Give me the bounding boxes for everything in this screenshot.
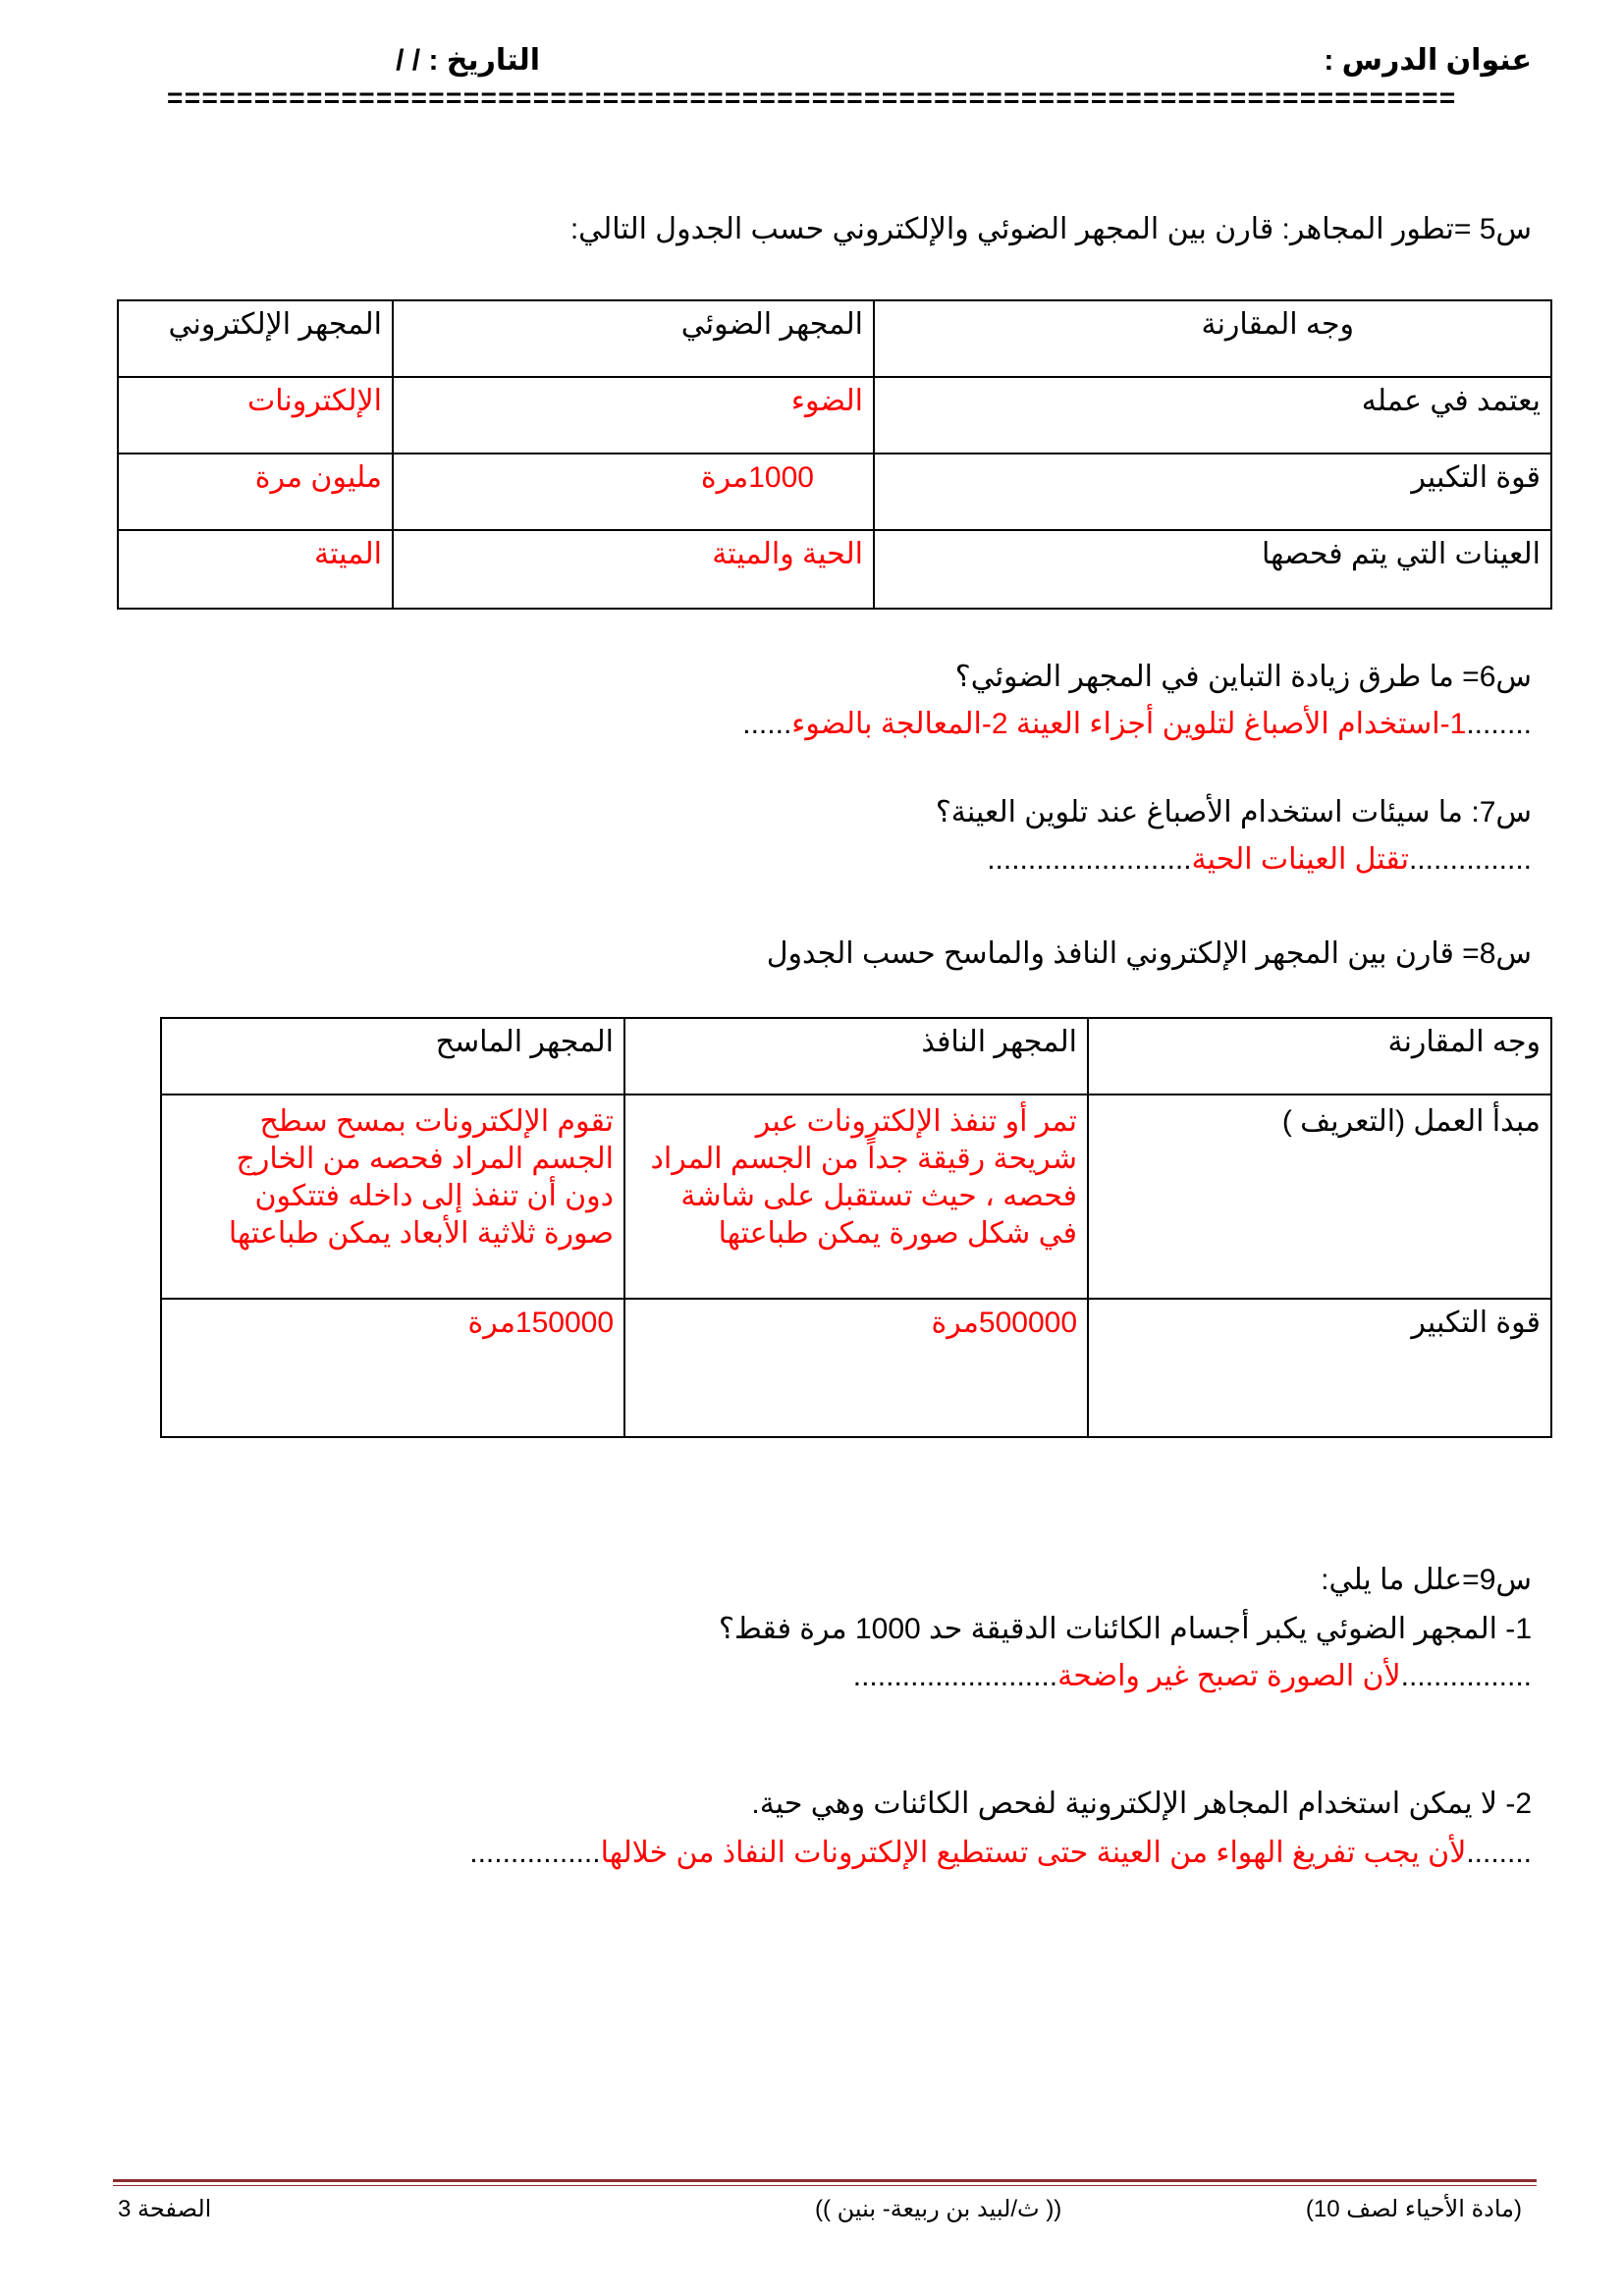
table-header-cell: المجهر الضوئي [393, 300, 874, 377]
tem-vs-sem-table [160, 1017, 1552, 1438]
answer-9-1-text: لأن الصورة تصبح غير واضحة [1057, 1660, 1401, 1692]
dots: ........ [1466, 1837, 1532, 1869]
question-5: س5 =تطور المجاهر: قارن بين المجهر الضوئي والإلكتروني حسب الجدول التالي: [569, 213, 1532, 245]
dots: ................ [469, 1837, 601, 1869]
dots: ......................... [987, 843, 1192, 876]
dots: ......................... [852, 1660, 1058, 1692]
table-cell: الميتة [118, 530, 393, 609]
answer-6-text: 1-استخدام الأصباغ لتلوين أجزاء العينة 2-المعالجة بالضوء [791, 708, 1467, 740]
cell-line: فحصه ، حيث تستقبل على شاشة [680, 1180, 1077, 1212]
table-cell: 1000مرة [393, 454, 874, 530]
table-cell: مليون مرة [118, 454, 393, 530]
table-row [161, 1095, 1551, 1299]
table-cell: العينات التي يتم فحصها [874, 530, 1551, 609]
table-cell: 150000مرة [161, 1299, 624, 1437]
question-9-item-2: 2- لا يمكن استخدام المجاهر الإلكترونية لفحص الكائنات وهي حية. [751, 1788, 1532, 1820]
footer-divider [113, 2185, 1537, 2186]
table-cell-tem [624, 1095, 1088, 1299]
question-9: س9=علل ما يلي: [1321, 1564, 1532, 1596]
dots: ............... [1408, 843, 1532, 876]
table-header-row [161, 1018, 1551, 1095]
table-row [118, 377, 1551, 454]
table-row [118, 454, 1551, 530]
table-header-row [118, 300, 1551, 377]
dots: ...... [742, 708, 792, 740]
cell-line: شريحة رقيقة جداً من الجسم المراد [650, 1143, 1077, 1175]
footer-school: (( ث/لبيد بن ربيعة- بنين )) [815, 2196, 1062, 2222]
table-cell: 500000مرة [624, 1299, 1088, 1437]
answer-7-text: تقتل العينات الحية [1191, 843, 1409, 876]
table-cell: الضوء [393, 377, 874, 454]
table-cell: مبدأ العمل (التعريف ) [1088, 1095, 1551, 1299]
footer-divider [113, 2179, 1537, 2182]
lesson-title: عنوان الدرس : [1324, 44, 1532, 77]
cell-line: تقوم الإلكترونات بمسح سطح [259, 1105, 614, 1138]
table-cell: قوة التكبير [1088, 1299, 1551, 1437]
footer-subject: (مادة الأحياء لصف 10) [1305, 2196, 1522, 2222]
table-header-cell: وجه المقارنة [1088, 1018, 1551, 1095]
table-header-cell: وجه المقارنة [874, 300, 1551, 377]
question-6: س6= ما طرق زيادة التباين في المجهر الضوئي؟ [954, 661, 1532, 693]
separator-line: ========================================================================== [167, 82, 1457, 113]
question-9-item-1: 1- المجهر الضوئي يكبر أجسام الكائنات الدقيقة حد 1000 مرة فقط؟ [719, 1613, 1532, 1645]
dots: ........ [1466, 708, 1532, 740]
optical-vs-electron-table [117, 299, 1552, 610]
dots: ................ [1400, 1660, 1532, 1692]
cell-line: دون أن تنفذ إلى داخله فتتكون [254, 1180, 614, 1212]
footer-page-number: الصفحة 3 [118, 2196, 212, 2222]
answer-6 [742, 707, 1532, 741]
cell-line: تمر أو تنفذ الإلكترونات عبر [755, 1105, 1077, 1138]
answer-9-1 [853, 1659, 1532, 1693]
answer-9-2 [469, 1836, 1532, 1870]
table-cell: قوة التكبير [874, 454, 1551, 530]
table-row [118, 530, 1551, 609]
question-8: س8= قارن بين المجهر الإلكتروني النافذ والماسح حسب الجدول [766, 937, 1532, 970]
answer-9-2-text: لأن يجب تفريغ الهواء من العينة حتى تستطيع الإلكترونات النفاذ من خلالها [600, 1837, 1467, 1869]
table-cell: الحية والميتة [393, 530, 874, 609]
table-row [161, 1299, 1551, 1437]
table-header-cell: المجهر الإلكتروني [118, 300, 393, 377]
cell-line: صورة ثلاثية الأبعاد يمكن طباعتها [228, 1217, 614, 1250]
table-header-cell: المجهر الماسح [161, 1018, 624, 1095]
table-header-cell: المجهر النافذ [624, 1018, 1088, 1095]
table-cell-sem [161, 1095, 624, 1299]
table-cell: يعتمد في عمله [874, 377, 1551, 454]
question-7: س7: ما سيئات استخدام الأصباغ عند تلوين العينة؟ [935, 796, 1532, 828]
cell-line: الجسم المراد فحصه من الخارج [236, 1143, 614, 1175]
table-cell: الإلكترونات [118, 377, 393, 454]
cell-line: في شكل صورة يمكن طباعتها [718, 1217, 1077, 1250]
answer-7 [987, 842, 1532, 877]
date-label: التاريخ : / / [396, 44, 540, 77]
